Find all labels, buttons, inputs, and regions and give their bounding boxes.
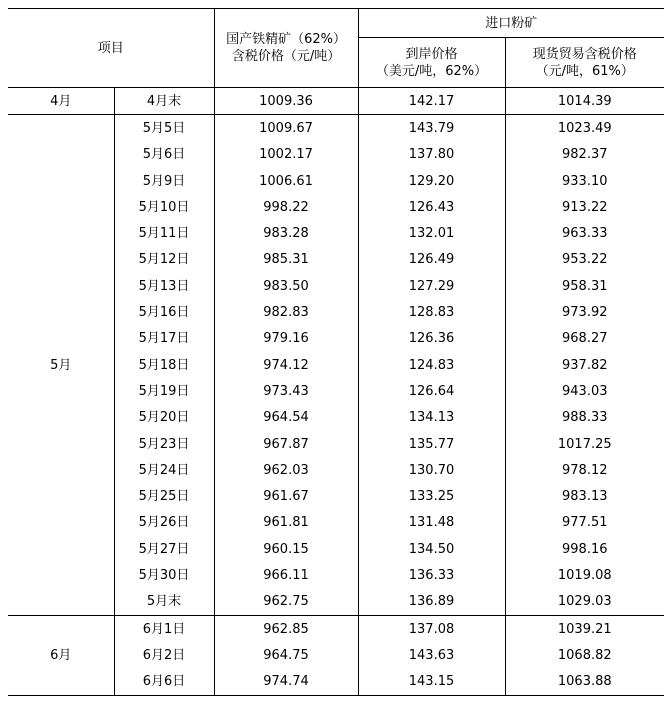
port-price-cell: 130.70: [358, 457, 505, 483]
port-price-cell: 126.43: [358, 194, 505, 220]
spot-price-cell: 1063.88: [505, 669, 664, 696]
domestic-price-cell: 962.75: [214, 589, 358, 616]
table-container: [8, 8, 664, 696]
spot-price-cell: 973.92: [505, 299, 664, 325]
port-price-cell: 127.29: [358, 273, 505, 299]
date-cell: 6月2日: [114, 642, 214, 668]
domestic-price-cell: 960.15: [214, 536, 358, 562]
domestic-price-cell: 1006.61: [214, 168, 358, 194]
spot-price-cell: 1039.21: [505, 615, 664, 642]
port-price-cell: 129.20: [358, 168, 505, 194]
port-price-cell: 126.36: [358, 326, 505, 352]
port-price-cell: 143.63: [358, 642, 505, 668]
table-row: [8, 88, 664, 115]
date-cell: 5月27日: [114, 536, 214, 562]
port-price-cell: 142.17: [358, 88, 505, 115]
table-row: [8, 115, 664, 142]
spot-price-cell: 1023.49: [505, 115, 664, 142]
date-cell: 5月13日: [114, 273, 214, 299]
domestic-price-cell: 1002.17: [214, 142, 358, 168]
header-port-price: 到岸价格 （美元/吨，62%）: [358, 38, 505, 88]
date-cell: 5月末: [114, 589, 214, 616]
domestic-price-cell: 974.12: [214, 352, 358, 378]
table-row: [8, 615, 664, 642]
domestic-price-cell: 983.50: [214, 273, 358, 299]
header-domestic-price: 国产铁精矿（62%） 含税价格（元/吨）: [214, 9, 358, 88]
domestic-price-cell: 983.28: [214, 220, 358, 246]
spot-price-cell: 968.27: [505, 326, 664, 352]
table-body: [8, 88, 664, 696]
domestic-price-cell: 979.16: [214, 326, 358, 352]
date-cell: 5月26日: [114, 510, 214, 536]
spot-price-cell: 958.31: [505, 273, 664, 299]
table-header: [8, 9, 664, 88]
port-price-cell: 134.13: [358, 405, 505, 431]
iron-ore-price-table: [8, 8, 664, 696]
domestic-price-cell: 973.43: [214, 378, 358, 404]
header-item: 项目: [8, 9, 214, 88]
date-cell: 5月19日: [114, 378, 214, 404]
date-cell: 6月6日: [114, 669, 214, 696]
spot-price-cell: 1029.03: [505, 589, 664, 616]
domestic-price-cell: 967.87: [214, 431, 358, 457]
date-cell: 5月24日: [114, 457, 214, 483]
domestic-price-cell: 982.83: [214, 299, 358, 325]
domestic-price-cell: 964.75: [214, 642, 358, 668]
spot-price-cell: 953.22: [505, 247, 664, 273]
domestic-price-cell: 962.03: [214, 457, 358, 483]
date-cell: 5月6日: [114, 142, 214, 168]
domestic-price-cell: 985.31: [214, 247, 358, 273]
port-price-cell: 136.33: [358, 562, 505, 588]
domestic-price-cell: 961.81: [214, 510, 358, 536]
spot-price-cell: 913.22: [505, 194, 664, 220]
date-cell: 5月25日: [114, 483, 214, 509]
spot-price-cell: 943.03: [505, 378, 664, 404]
date-cell: 5月20日: [114, 405, 214, 431]
port-price-cell: 136.89: [358, 589, 505, 616]
domestic-price-cell: 1009.67: [214, 115, 358, 142]
date-cell: 5月17日: [114, 326, 214, 352]
month-cell: 5月: [8, 115, 114, 616]
date-cell: 5月10日: [114, 194, 214, 220]
date-cell: 5月18日: [114, 352, 214, 378]
spot-price-cell: 983.13: [505, 483, 664, 509]
port-price-cell: 137.80: [358, 142, 505, 168]
date-cell: 5月16日: [114, 299, 214, 325]
port-price-cell: 137.08: [358, 615, 505, 642]
date-cell: 4月末: [114, 88, 214, 115]
spot-price-cell: 977.51: [505, 510, 664, 536]
port-price-cell: 124.83: [358, 352, 505, 378]
port-price-cell: 134.50: [358, 536, 505, 562]
port-price-cell: 126.64: [358, 378, 505, 404]
port-price-cell: 126.49: [358, 247, 505, 273]
date-cell: 6月1日: [114, 615, 214, 642]
domestic-price-cell: 962.85: [214, 615, 358, 642]
header-spot-price: 现货贸易含税价格 （元/吨，61%）: [505, 38, 664, 88]
port-price-cell: 143.79: [358, 115, 505, 142]
spot-price-cell: 982.37: [505, 142, 664, 168]
spot-price-cell: 998.16: [505, 536, 664, 562]
date-cell: 5月11日: [114, 220, 214, 246]
spot-price-cell: 988.33: [505, 405, 664, 431]
spot-price-cell: 978.12: [505, 457, 664, 483]
port-price-cell: 143.15: [358, 669, 505, 696]
domestic-price-cell: 998.22: [214, 194, 358, 220]
spot-price-cell: 933.10: [505, 168, 664, 194]
date-cell: 5月23日: [114, 431, 214, 457]
domestic-price-cell: 964.54: [214, 405, 358, 431]
domestic-price-cell: 966.11: [214, 562, 358, 588]
date-cell: 5月12日: [114, 247, 214, 273]
spot-price-cell: 963.33: [505, 220, 664, 246]
spot-price-cell: 1068.82: [505, 642, 664, 668]
spot-price-cell: 1017.25: [505, 431, 664, 457]
port-price-cell: 131.48: [358, 510, 505, 536]
domestic-price-cell: 1009.36: [214, 88, 358, 115]
month-cell: 6月: [8, 615, 114, 695]
port-price-cell: 132.01: [358, 220, 505, 246]
port-price-cell: 133.25: [358, 483, 505, 509]
header-imported-group: 进口粉矿: [358, 9, 664, 38]
spot-price-cell: 1019.08: [505, 562, 664, 588]
domestic-price-cell: 974.74: [214, 669, 358, 696]
month-cell: 4月: [8, 88, 114, 115]
port-price-cell: 128.83: [358, 299, 505, 325]
date-cell: 5月30日: [114, 562, 214, 588]
port-price-cell: 135.77: [358, 431, 505, 457]
domestic-price-cell: 961.67: [214, 483, 358, 509]
date-cell: 5月9日: [114, 168, 214, 194]
date-cell: 5月5日: [114, 115, 214, 142]
spot-price-cell: 1014.39: [505, 88, 664, 115]
spot-price-cell: 937.82: [505, 352, 664, 378]
